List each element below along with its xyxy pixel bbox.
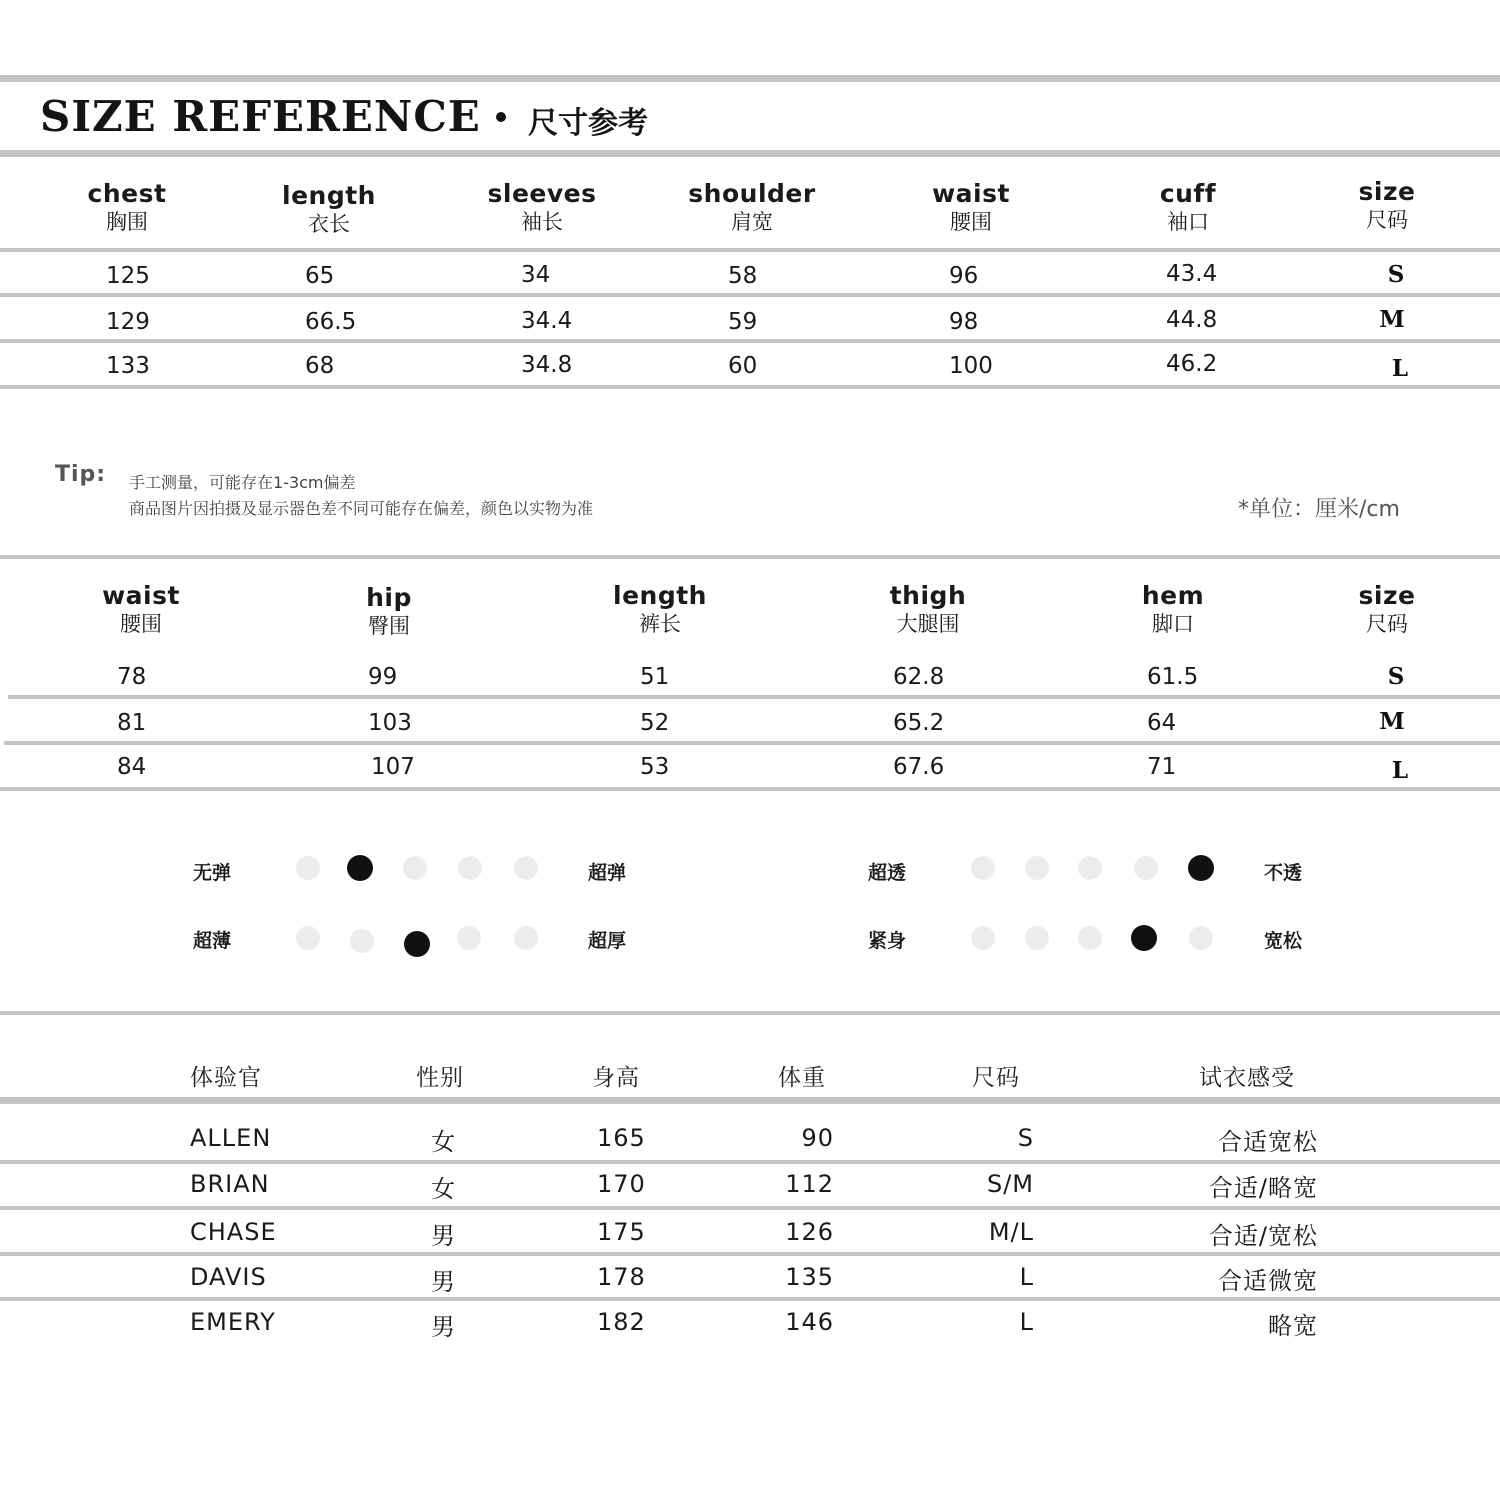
hip-value: 103 — [368, 710, 412, 736]
top-header-chest: chest 胸围 — [87, 179, 167, 234]
hem-value: 71 — [1147, 754, 1177, 780]
scale-dot — [296, 926, 320, 950]
waist-value: 100 — [949, 353, 993, 379]
row-divider — [4, 741, 1500, 745]
tester-size: L — [1019, 1263, 1034, 1291]
row-divider — [0, 1206, 1500, 1210]
scale-left-label: 超透 — [868, 862, 907, 884]
scale-dot — [1025, 856, 1049, 880]
chest-value: 125 — [106, 263, 150, 289]
row-divider — [0, 1160, 1500, 1164]
scale-dot — [971, 856, 995, 880]
scale-dot — [1025, 926, 1049, 950]
tester-weight: 135 — [785, 1263, 834, 1291]
tester-name: BRIAN — [190, 1170, 270, 1198]
scale-dot — [296, 856, 320, 880]
shoulder-value: 58 — [728, 263, 758, 289]
top-header-size: size 尺码 — [1358, 177, 1416, 232]
waist-value: 81 — [117, 710, 147, 736]
chest-value: 129 — [106, 309, 150, 335]
scale-dot-selected — [347, 855, 373, 881]
tester-feedback: 合适微宽 — [1218, 1267, 1318, 1295]
sleeves-value: 34.8 — [521, 352, 573, 378]
tester-header-weight: 体重 — [778, 1065, 826, 1091]
section-rule — [0, 1011, 1500, 1015]
tester-weight: 146 — [785, 1308, 834, 1336]
tester-size: M/L — [988, 1218, 1034, 1246]
length-value: 68 — [305, 353, 335, 379]
size-value: M — [1379, 306, 1405, 333]
hem-value: 64 — [1147, 710, 1177, 736]
tester-size: S — [1017, 1124, 1034, 1152]
tester-feedback: 合适/略宽 — [1208, 1174, 1318, 1202]
tester-header-name: 体验官 — [190, 1065, 262, 1091]
top-header-cuff: cuff 袖口 — [1159, 179, 1217, 234]
thigh-value: 65.2 — [893, 710, 945, 736]
size-value: M — [1379, 708, 1405, 735]
tester-height: 178 — [597, 1263, 646, 1291]
scale-right-label: 宽松 — [1264, 930, 1303, 952]
size-value: L — [1391, 757, 1409, 784]
tester-height: 182 — [597, 1308, 646, 1336]
thigh-value: 62.8 — [893, 664, 945, 690]
scale-right-label: 超厚 — [588, 930, 627, 952]
scale-dot — [1134, 856, 1158, 880]
page-title: SIZE REFERENCE — [40, 92, 481, 141]
scale-dot — [458, 856, 482, 880]
tester-gender: 女 — [431, 1128, 456, 1156]
tester-header-gender: 性别 — [416, 1065, 464, 1091]
tester-name: CHASE — [190, 1218, 277, 1246]
tester-header-rule — [0, 1097, 1500, 1104]
scale-dot-selected — [404, 931, 430, 957]
tester-height: 165 — [597, 1124, 646, 1152]
cuff-value: 43.4 — [1166, 261, 1218, 287]
bottom-header-length: length 裤长 — [613, 581, 707, 636]
scale-dot — [350, 929, 374, 953]
top-rule — [0, 75, 1500, 82]
scale-dot — [457, 926, 481, 950]
length-value: 65 — [305, 263, 335, 289]
row-divider — [8, 695, 1500, 699]
top-header-waist: waist 腰围 — [932, 179, 1010, 234]
tester-header-feedback: 试衣感受 — [1199, 1065, 1295, 1091]
sleeves-value: 34.4 — [521, 308, 573, 334]
tester-size: L — [1019, 1308, 1034, 1336]
length-value: 52 — [640, 710, 670, 736]
thigh-value: 67.6 — [893, 754, 945, 780]
tester-height: 175 — [597, 1218, 646, 1246]
tester-size: S/M — [986, 1170, 1034, 1198]
tester-height: 170 — [597, 1170, 646, 1198]
scale-dot — [403, 856, 427, 880]
bottom-header-waist: waist 腰围 — [102, 581, 180, 636]
scale-right-label: 不透 — [1264, 862, 1303, 884]
tip-label: Tip: — [55, 462, 107, 487]
hip-value: 107 — [371, 754, 415, 780]
tester-gender: 男 — [431, 1268, 456, 1296]
tester-feedback: 略宽 — [1268, 1312, 1318, 1340]
tester-feedback: 合适/宽松 — [1208, 1222, 1318, 1250]
waist-value: 98 — [949, 309, 979, 335]
top-header-sleeves: sleeves 袖长 — [487, 179, 597, 234]
length-value: 53 — [640, 754, 670, 780]
top-header-length: length 衣长 — [282, 181, 376, 236]
tip-line-1: 手工测量，可能存在1-3cm偏差 — [129, 473, 356, 492]
tester-weight: 90 — [801, 1124, 834, 1152]
tester-name: EMERY — [190, 1308, 276, 1336]
bottom-header-hem: hem 脚口 — [1141, 581, 1205, 636]
row-divider — [0, 339, 1500, 343]
waist-value: 78 — [117, 664, 147, 690]
chest-value: 133 — [106, 353, 150, 379]
tester-feedback: 合适宽松 — [1218, 1128, 1318, 1156]
shoulder-value: 59 — [728, 309, 758, 335]
tester-name: DAVIS — [190, 1263, 267, 1291]
scale-dot — [1189, 926, 1213, 950]
tester-header-size: 尺码 — [972, 1065, 1020, 1091]
title-separator-dot — [496, 112, 506, 122]
size-value: S — [1387, 261, 1405, 288]
cuff-value: 44.8 — [1166, 307, 1218, 333]
scale-dot — [971, 926, 995, 950]
shoulder-value: 60 — [728, 353, 758, 379]
length-value: 66.5 — [305, 309, 357, 335]
size-value: L — [1391, 355, 1409, 382]
tester-gender: 男 — [431, 1313, 456, 1341]
length-value: 51 — [640, 664, 670, 690]
scale-dot-selected — [1188, 855, 1214, 881]
waist-value: 84 — [117, 754, 147, 780]
row-divider — [0, 1252, 1500, 1256]
tester-name: ALLEN — [190, 1124, 272, 1152]
bottom-header-size: size 尺码 — [1358, 581, 1416, 636]
scale-left-label: 紧身 — [868, 930, 907, 952]
scale-right-label: 超弹 — [588, 862, 627, 884]
unit-note: *单位：厘米/cm — [1238, 497, 1400, 522]
scale-dot — [514, 926, 538, 950]
bottom-header-thigh: thigh 大腿围 — [889, 581, 967, 636]
tester-weight: 126 — [785, 1218, 834, 1246]
scale-left-label: 超薄 — [193, 930, 232, 952]
scale-dot — [514, 856, 538, 880]
scale-dot — [1078, 856, 1102, 880]
bottom-header-hip: hip 臀围 — [366, 583, 412, 638]
scale-dot-selected — [1131, 925, 1157, 951]
page-title-cn: 尺寸参考 — [528, 106, 648, 141]
tester-gender: 女 — [431, 1175, 456, 1203]
row-divider — [0, 293, 1500, 297]
tester-header-height: 身高 — [592, 1065, 640, 1091]
hip-value: 99 — [368, 664, 398, 690]
tester-gender: 男 — [431, 1222, 456, 1250]
row-divider — [0, 1297, 1500, 1301]
row-divider — [0, 787, 1500, 791]
sleeves-value: 34 — [521, 262, 551, 288]
row-divider — [0, 385, 1500, 389]
tip-line-2: 商品图片因拍摄及显示器色差不同可能存在偏差，颜色以实物为准 — [129, 499, 594, 518]
waist-value: 96 — [949, 263, 979, 289]
hem-value: 61.5 — [1147, 664, 1199, 690]
top-header-rule — [0, 248, 1500, 252]
section-rule — [0, 555, 1500, 559]
scale-dot — [1078, 926, 1102, 950]
tester-weight: 112 — [785, 1170, 834, 1198]
top-header-shoulder: shoulder 肩宽 — [688, 179, 816, 234]
title-bottom-rule — [0, 150, 1500, 157]
scale-left-label: 无弹 — [193, 862, 232, 884]
size-value: S — [1387, 663, 1405, 690]
cuff-value: 46.2 — [1166, 351, 1218, 377]
